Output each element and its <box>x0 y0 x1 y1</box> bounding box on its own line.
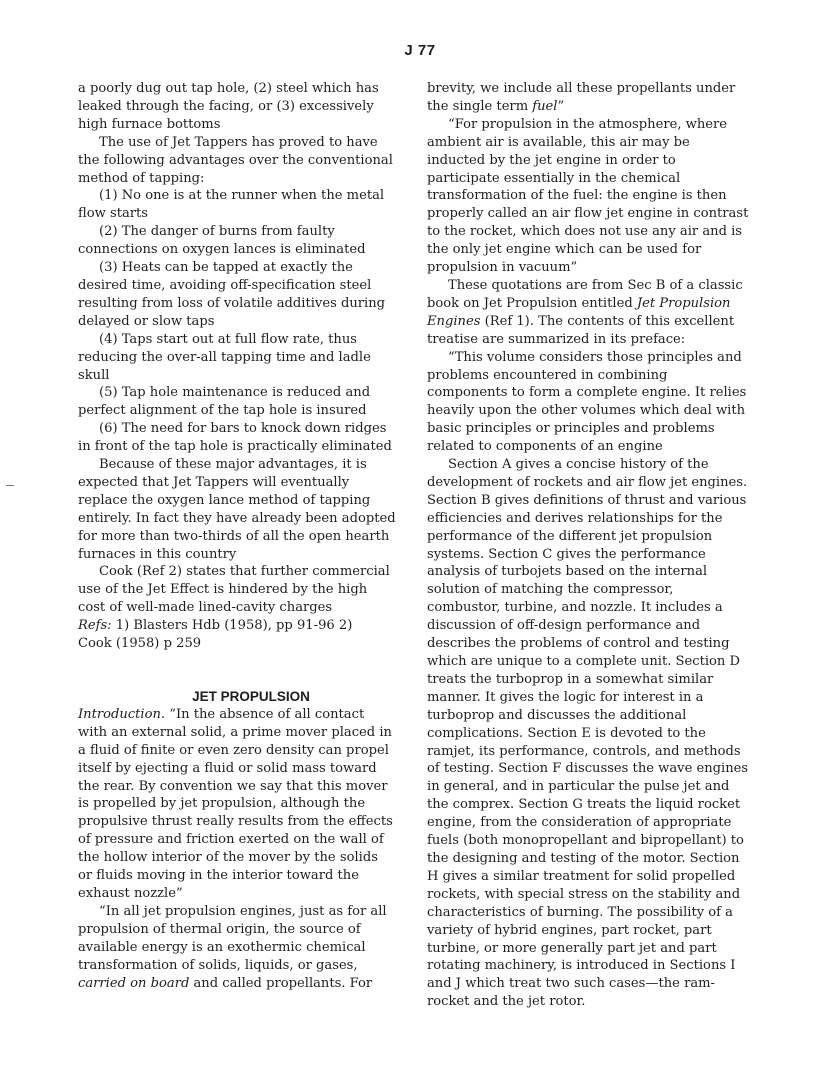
brevity-text: brevity, we include all these propellants under the single term <box>427 81 736 114</box>
margin-mark <box>6 485 14 486</box>
source-tail: (Ref 1). The contents of this excellent treatise are summarized in its preface: <box>427 313 735 347</box>
source-text: These quotations are from Sec B of a classic book on Jet Propulsion entitled <box>427 277 743 311</box>
paragraph-volume-summary: “This volume considers those principles and problems encountered in combining components to form a complete engine. It relies heavily upon the other volumes which deal with basic principles or principles and problems related to components of an engine <box>427 349 747 455</box>
advantage-item-4: (4) Taps start out at full flow rate, thus reducing the over-all tapping time and ladle skull <box>78 331 371 383</box>
paragraph-tap-hole-causes: a poorly dug out tap hole, (2) steel which has leaked through the facing, or (3) excessively high furnace bottoms <box>78 81 379 132</box>
introduction-label: Introduction. <box>78 706 166 722</box>
right-column <box>427 80 749 1011</box>
section-heading: JET PROPULSION <box>192 689 310 704</box>
refs-line-1: 1) Blasters Hdb (1958), pp 91-96 2) <box>111 618 353 634</box>
brevity-italic: fuel <box>532 98 558 114</box>
paragraph-replacement: Because of these major advantages, it is expected that Jet Tappers will eventually replace the oxygen lance method of tapping entirely. In fact they have already been adopted for more than two-thirds of all the open hearth furnaces in this country <box>78 457 396 562</box>
paragraph-atmosphere: “For propulsion in the atmosphere, where ambient air is available, this air may be inducted by the jet engine in order to participate essentially in the chemical transformation of the fuel: the engine is then properly called an air flow jet engine in contrast to the rocket, which does not use any air and is the only jet engine which can be used for propulsion in vacuum” <box>427 116 749 276</box>
advantage-item-2: (2) The danger of burns from faulty connections on oxygen lances is eliminated <box>78 224 366 258</box>
refs-label: Refs: <box>78 618 112 634</box>
propellants-text: “In all jet propulsion engines, just as for all propulsion of thermal origin, the source of available energy is an exothermic chemical transformation of solids, liquids, or gases, <box>78 903 387 973</box>
left-column <box>78 80 396 992</box>
paragraph-jet-tappers-advantages: The use of Jet Tappers has proved to have the following advantages over the conventional method of tapping: <box>78 134 393 186</box>
paragraph-introduction <box>78 706 396 903</box>
advantage-item-5: (5) Tap hole maintenance is reduced and perfect alignment of the tap hole is insured <box>78 385 371 419</box>
references <box>78 617 396 653</box>
refs-line-2: Cook (1958) p 259 <box>78 636 202 652</box>
paragraph-brevity <box>427 80 749 116</box>
page-number-header: J 77 <box>404 42 436 59</box>
paragraph-propellants <box>78 903 396 993</box>
paragraph-sections: Section A gives a concise history of the development of rockets and air flow jet engines. Section B gives definitions of thrust and various efficiencies and derives relationships for the performance of the different jet propulsion systems. Section C gives the performance analysis of turbojets based on the internal solution of matching the compressor, combustor, turbine, and nozzle. It includes a discussion of off-design performance and describes the problems of control and testing which are unique to a complete unit. Section D treats the turboprop in a somewhat similar manner. It gives the logic for interest in a turboprop and discusses the additional complications. Section E is devoted to the ramjet, its performance, controls, and methods of testing. Section F discusses the wave engines in general, and in particular the pulse jet and the comprex. Section G treats the liquid rocket engine, from the consideration of appropriate fuels (both monopropellant and bipropellant) to the designing and testing of the motor. Section H gives a similar treatment for solid propelled rockets, with special stress on the stability and characteristics of burning. The possibility of a variety of hybrid engines, part rocket, part turbine, or more generally part jet and part rotating machinery, is introduced in Sections I and J which treat two such cases—the ram-rocket and the jet rotor. <box>427 457 749 1010</box>
advantage-item-6: (6) The need for bars to knock down ridges in front of the tap hole is practically eliminated <box>78 421 392 455</box>
paragraph-quotation-source <box>427 277 749 349</box>
introduction-text: “In the absence of all contact with an external solid, a prime mover placed in a fluid of finite or even zero density can propel itself by ejecting a fluid or solid mass toward the rear. By convention we say that this mover is propelled by jet propulsion, although the propulsive thrust really results from the effects of pressure and friction exerted on the wall of the hollow interior of the mover by the solids or fluids moving in the interior toward the exhaust nozzle” <box>78 706 393 901</box>
brevity-tail: ” <box>557 98 565 114</box>
paragraph-cook-reference: Cook (Ref 2) states that further commercial use of the Jet Effect is hindered by the high cost of well-made lined-cavity charges <box>78 564 390 616</box>
propellants-tail: and called propellants. For <box>189 975 373 991</box>
advantage-item-1: (1) No one is at the runner when the metal flow starts <box>78 188 385 222</box>
source-italic: Jet Propulsion Engines <box>427 295 731 329</box>
advantage-item-3: (3) Heats can be tapped at exactly the desired time, avoiding off-specification steel resulting from loss of volatile additives during delayed or slow taps <box>78 260 386 329</box>
propellants-italic: carried on board <box>78 975 190 991</box>
